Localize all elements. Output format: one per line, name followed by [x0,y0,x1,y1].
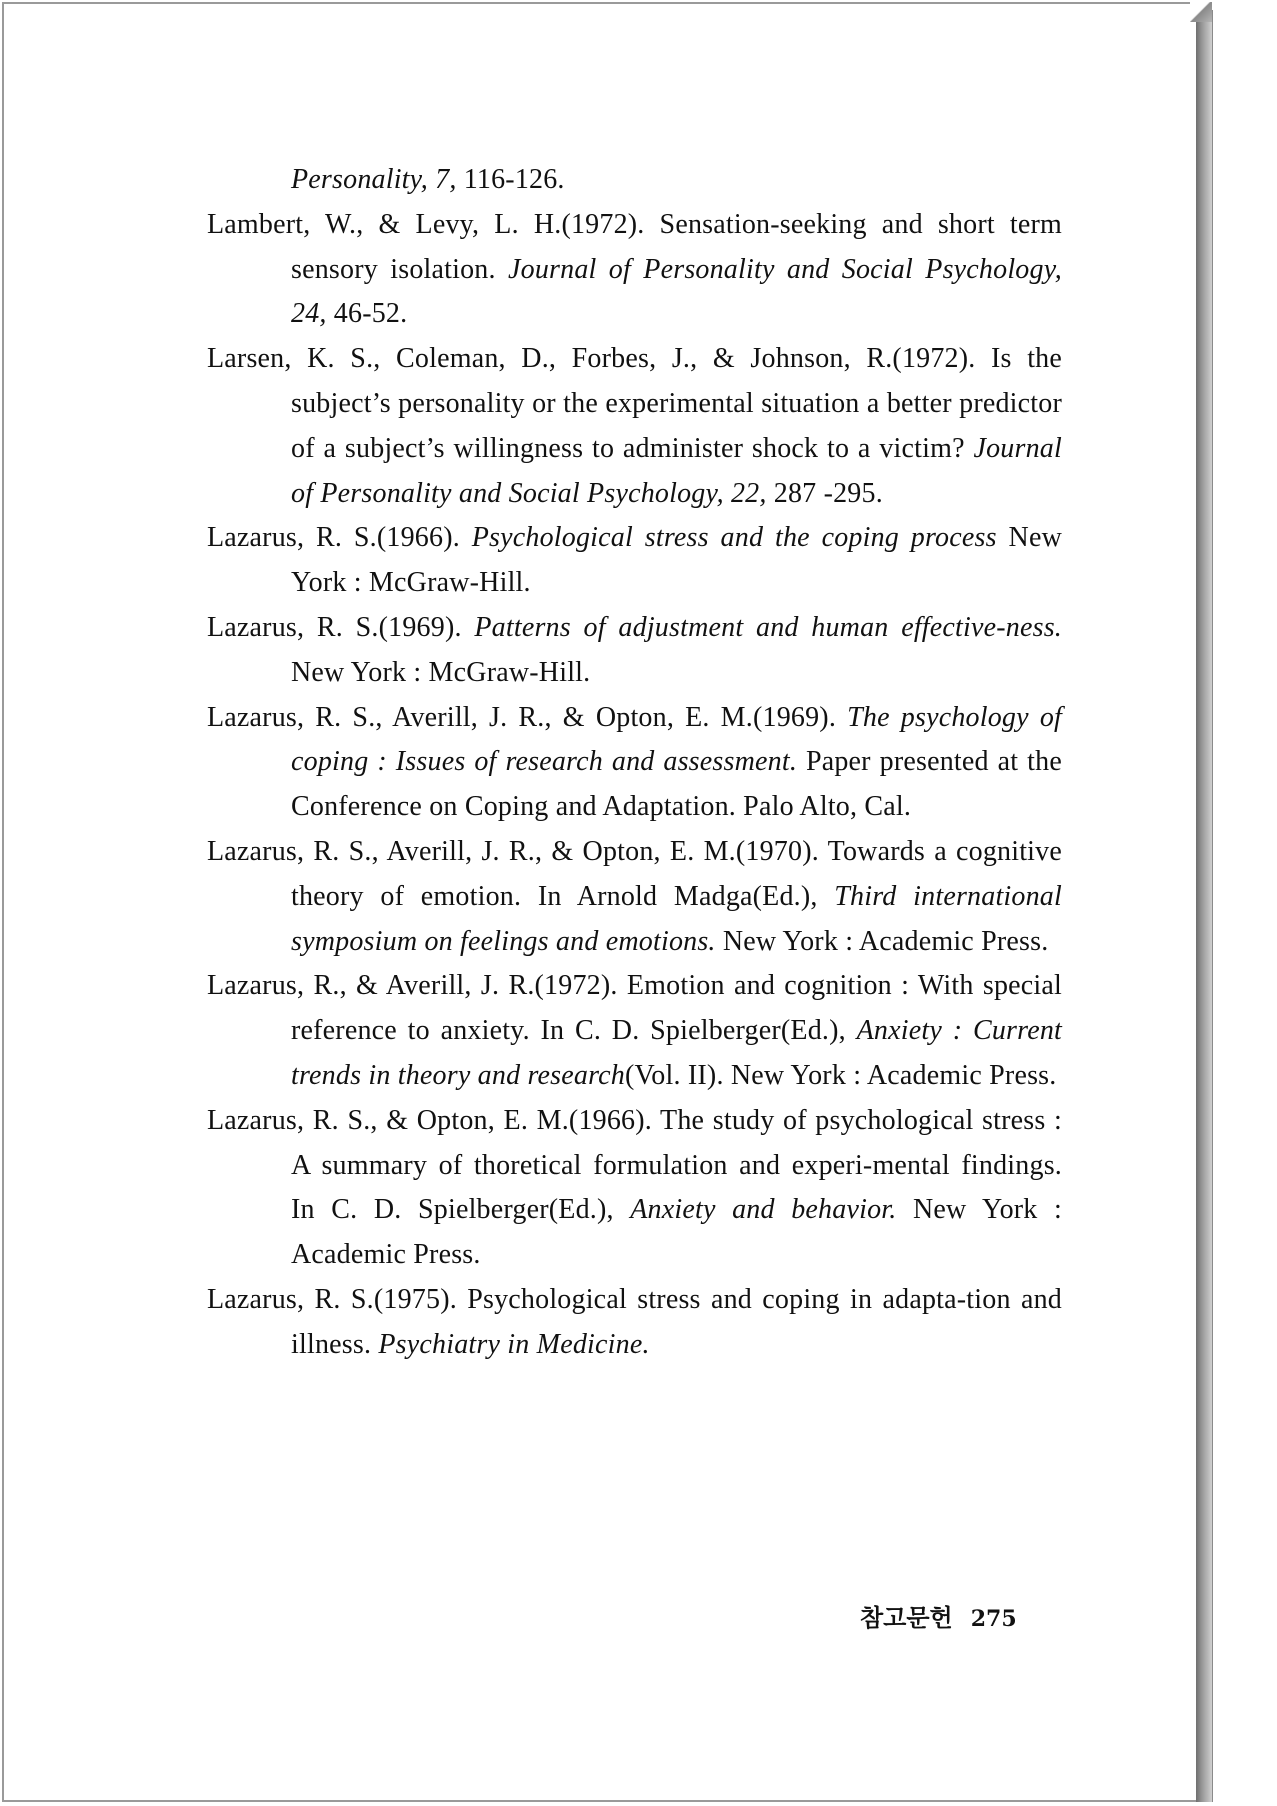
reference-entry: Lazarus, R. S., Averill, J. R., & Opton, E. M.(1969). The psychology of coping : Issues of research and assessment. Paper presented at the Conference on Coping and Adaptation. Palo Alto, Cal. [207,701,1063,823]
reference-entry: Lazarus, R. S.(1975). Psychological stress and coping in adapta-tion and illness. Psychiatry in Medicine. [207,1283,1062,1360]
reference-entry: Personality, 7, 116-126. [291,164,565,195]
reference-entry: Lambert, W., & Levy, L. H.(1972). Sensation-seeking and short term sensory isolation. Journal of Personality and Social Psychology, 24, 46-52. [207,208,1062,330]
running-section-title: 참고문헌 [860,1603,953,1632]
page-footer [860,1598,1017,1633]
reference-entry: Lazarus, R. S.(1966). Psychological stress and the coping process New York : McGraw-Hill. [207,522,1063,599]
page-corner [1190,2,1212,22]
page-number: 275 [970,1606,1017,1632]
page-edge [1196,10,1213,1802]
reference-entry: Larsen, K. S., Coleman, D., Forbes, J., & Johnson, R.(1972). Is the subject’s personality or the experimental situation a better predictor of a subject’s willingness to administer shock to a victim? Journal of Personality and Social Psychology, 22, 287 -295. [207,343,1062,509]
reference-list [207,158,1062,1368]
reference-entry: Lazarus, R. S., Averill, J. R., & Opton, E. M.(1970). Towards a cognitive theory of emotion. In Arnold Madga(Ed.), Third international symposium on feelings and emotions. New York : Academic Press. [207,835,1062,957]
reference-entry: Lazarus, R., & Averill, J. R.(1972). Emotion and cognition : With special reference to anxiety. In C. D. Spielberger(Ed.), Anxiety : Current trends in theory and research(Vol. II). New York : Academic Press. [207,970,1062,1091]
reference-entry: Lazarus, R. S., & Opton, E. M.(1966). The study of psychological stress : A summary of thoretical formulation and experi-mental findings. In C. D. Spielberger(Ed.), Anxiety and behavior. New York : Academic Press. [207,1104,1062,1271]
reference-entry: Lazarus, R. S.(1969). Patterns of adjustment and human effective-ness. New York : McGraw-Hill. [207,611,1062,688]
